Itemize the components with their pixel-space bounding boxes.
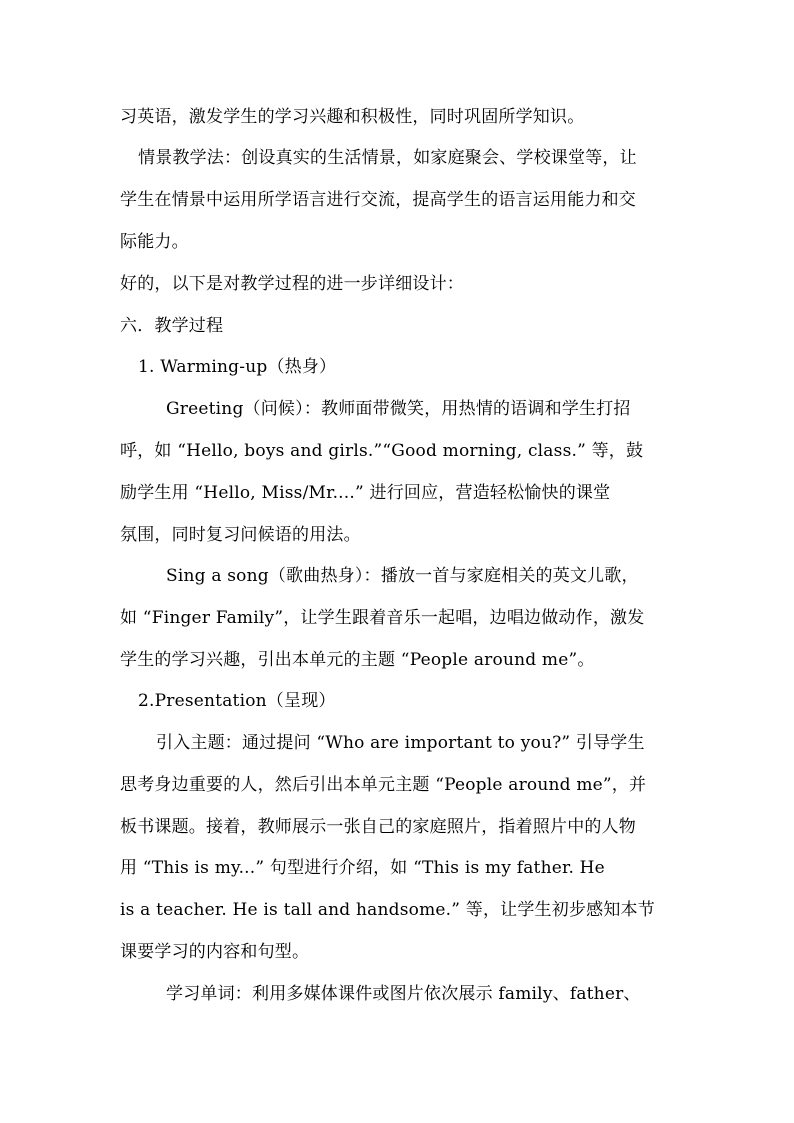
- paragraph-line: 习英语，激发学生的学习兴趣和积极性，同时巩固所学知识。: [120, 107, 585, 127]
- paragraph-line: 学生的学习兴趣，引出本单元的主题 “People around me”。: [120, 650, 595, 670]
- paragraph-line: 呼，如 “Hello, boys and girls.”“Good morning, class.” 等，鼓: [120, 441, 644, 461]
- paragraph-line: 课要学习的内容和句型。: [120, 942, 310, 962]
- paragraph-line: Sing a song（歌曲热身）：播放一首与家庭相关的英文儿歌，: [166, 566, 639, 586]
- subsection-heading: 1. Warming-up（热身）: [138, 357, 337, 377]
- paragraph-line: 用 “This is my...” 句型进行介绍，如 “This is my father. He: [120, 858, 605, 878]
- paragraph-line: Greeting（问候）：教师面带微笑，用热情的语调和学生打招: [166, 399, 631, 419]
- paragraph-line: is a teacher. He is tall and handsome.” 等，让学生初步感知本节: [120, 900, 655, 920]
- section-heading: 六．教学过程: [120, 316, 224, 336]
- paragraph-line: 励学生用 “Hello, Miss/Mr....” 进行回应，营造轻松愉快的课堂: [120, 483, 611, 503]
- paragraph-line: 板书课题。接着，教师展示一张自己的家庭照片，指着照片中的人物: [120, 817, 636, 837]
- paragraph-line: 学习单词：利用多媒体课件或图片依次展示 family、father、: [166, 984, 641, 1004]
- paragraph-line: 情景教学法：创设真实的生活情景，如家庭聚会、学校课堂等，让: [138, 148, 637, 168]
- paragraph-line: 如 “Finger Family”，让学生跟着音乐一起唱，边唱边做动作，激发: [120, 608, 645, 628]
- subsection-heading: 2.Presentation（呈现）: [138, 691, 336, 711]
- paragraph-line: 氛围，同时复习问候语的用法。: [120, 525, 361, 545]
- paragraph-line: 际能力。: [120, 232, 189, 252]
- paragraph-line: 引入主题：通过提问 “Who are important to you?” 引导学生: [156, 733, 645, 753]
- paragraph-line: 好的，以下是对教学过程的进一步详细设计：: [120, 274, 464, 294]
- paragraph-line: 学生在情景中运用所学语言进行交流，提高学生的语言运用能力和交: [120, 190, 636, 210]
- paragraph-line: 思考身边重要的人，然后引出本单元主题 “People around me”，并: [120, 775, 647, 795]
